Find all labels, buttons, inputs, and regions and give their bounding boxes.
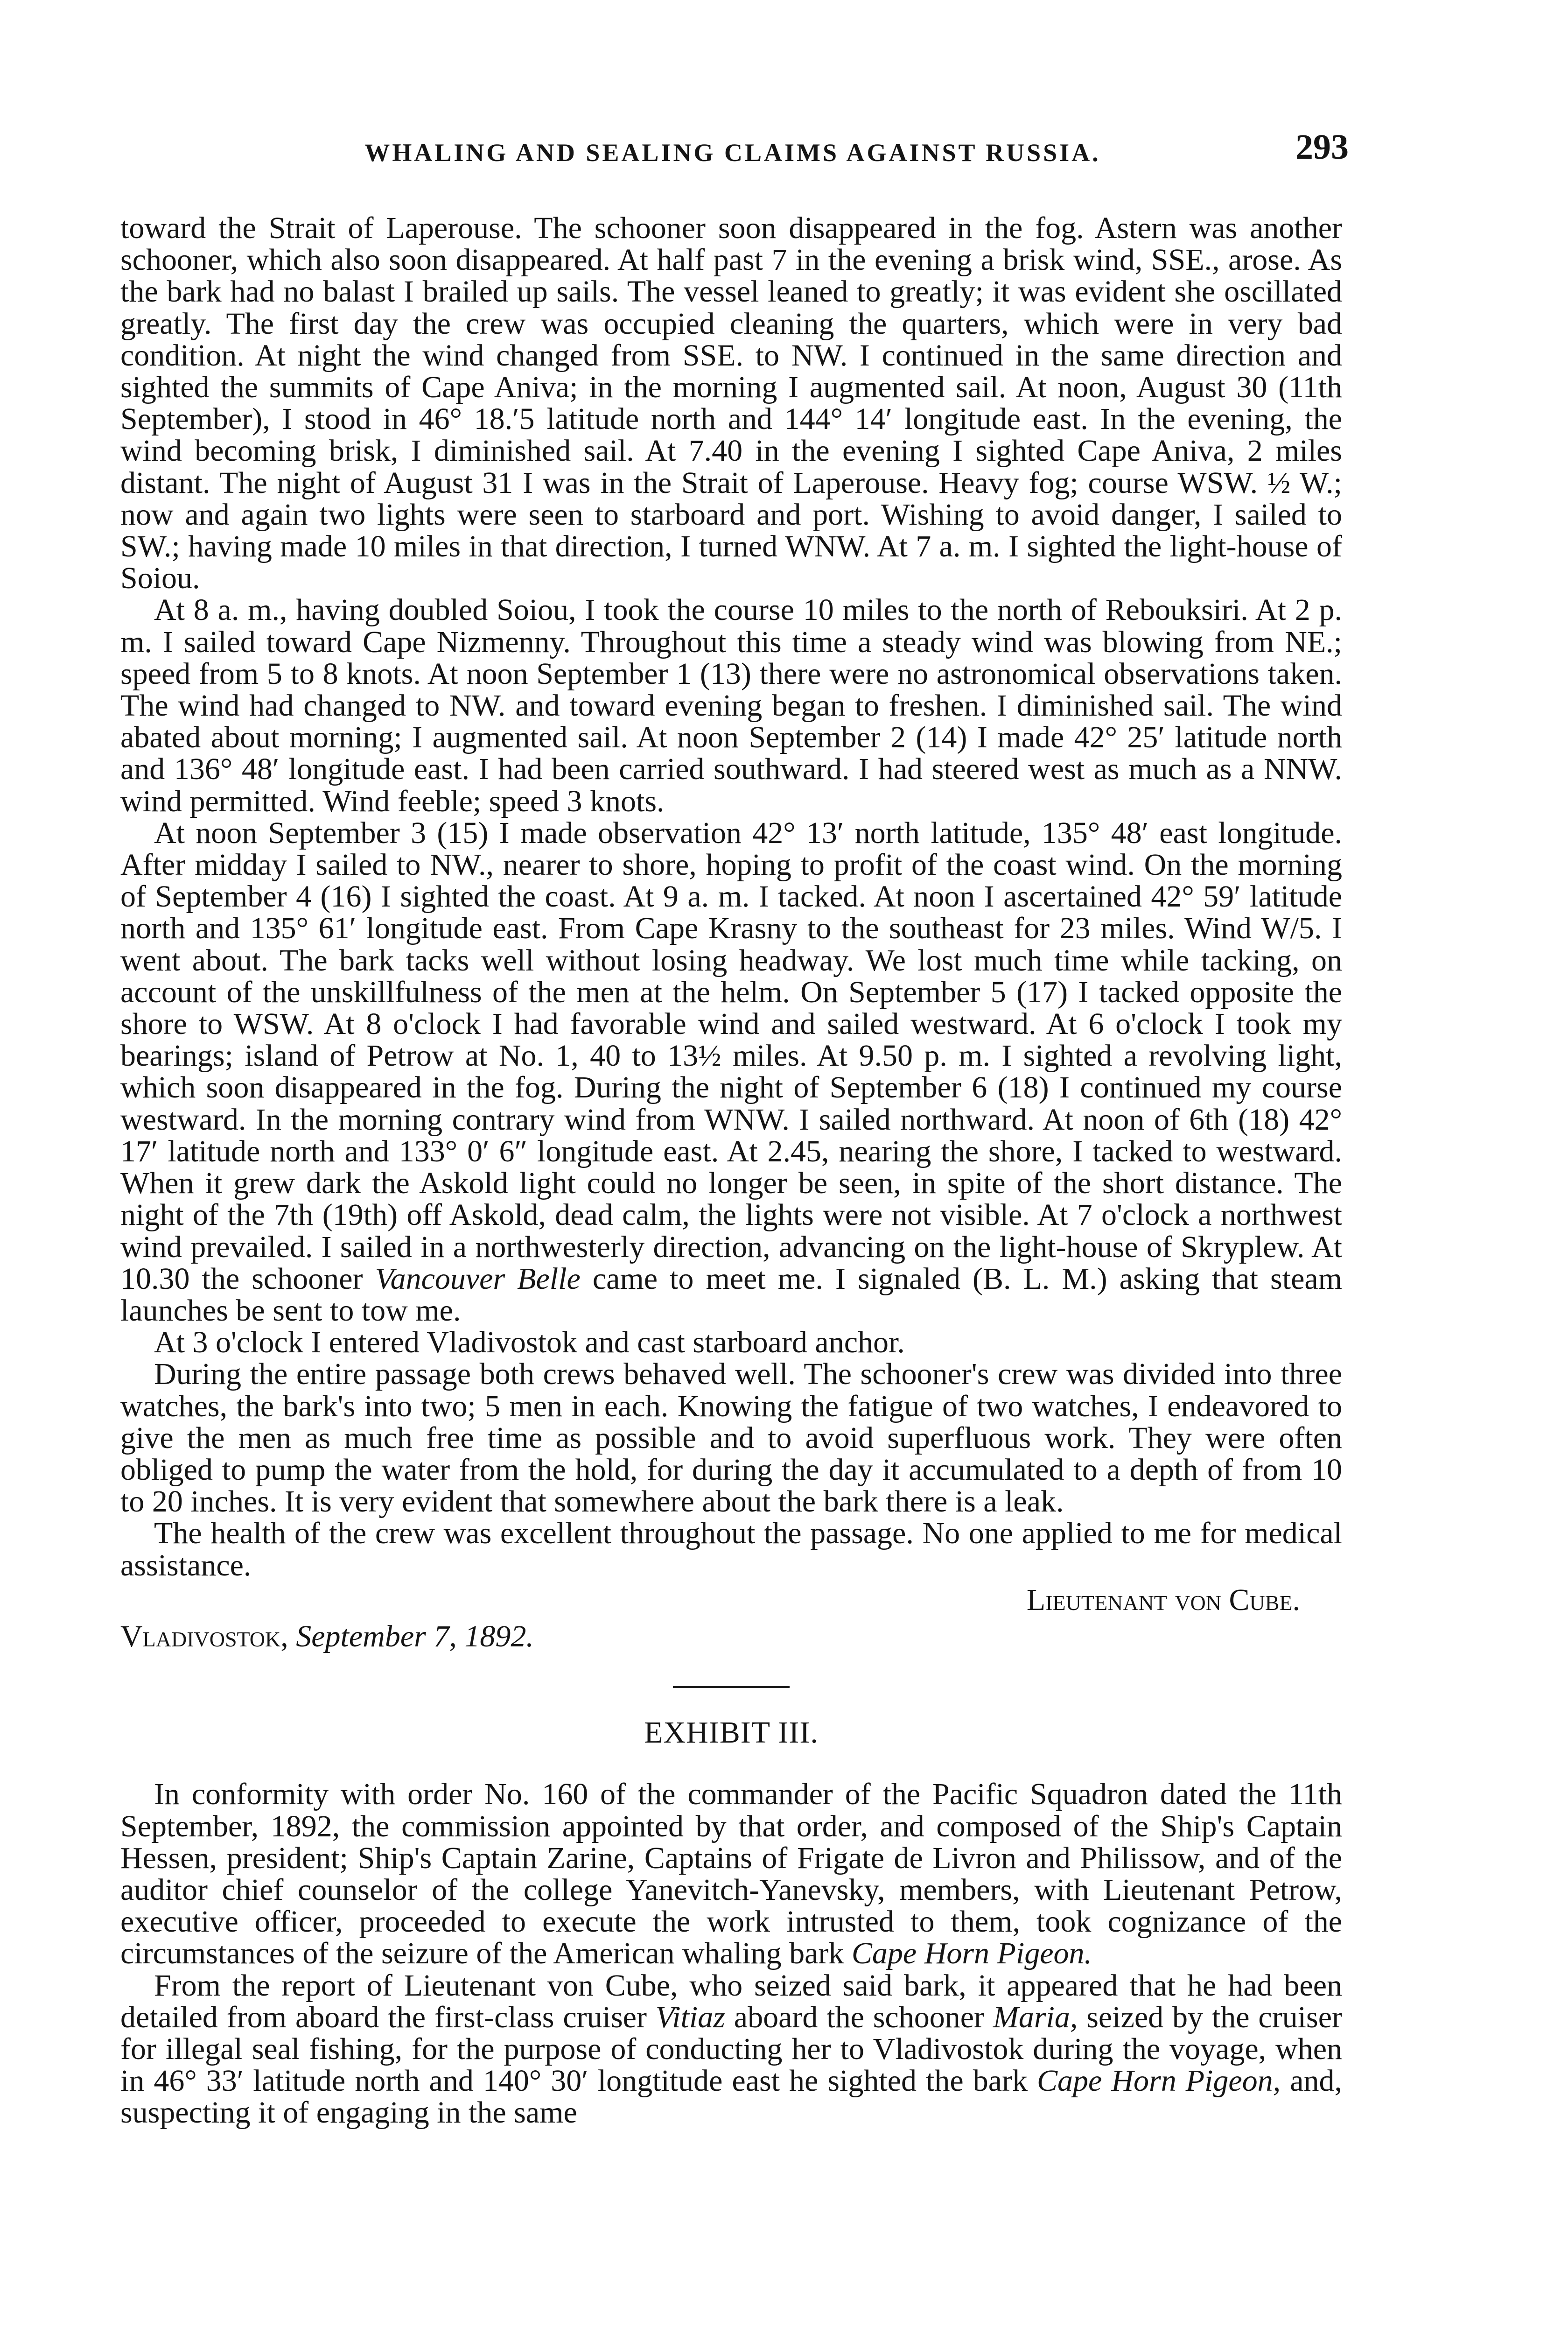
dateline-place: Vladivostok, xyxy=(120,1619,288,1653)
paragraph: toward the Strait of Laperouse. The schooner soon disappeared in the fog. Astern was another schooner, which also soon disappeared. At half past 7 in the evening a brisk wind, SSE., arose. As the bark had no balast I brailed up sails. The vessel leaned to greatly; it was evident she oscillated greatly. The first day the crew was occupied cleaning the quarters, which were in very bad condition. At night the wind changed from SSE. to NW. I continued in the same direction and sighted the summits of Cape Aniva; in the morning I augmented sail. At noon, August 30 (11th September), I stood in 46° 18.′5 latitude north and 144° 14′ longitude east. In the evening, the wind becoming brisk, I diminished sail. At 7.40 in the evening I sighted Cape Aniva, 2 miles distant. The night of August 31 I was in the Strait of Laperouse. Heavy fog; course WSW. ½ W.; now and again two lights were seen to starboard and port. Wishing to avoid danger, I sailed to SW.; having made 10 miles in that direction, I turned WNW. At 7 a. m. I sighted the light-house of Soiou. xyxy=(120,211,1342,596)
paragraph xyxy=(120,1970,1342,2129)
dateline xyxy=(120,1621,1342,1652)
ship-name: Vitiaz xyxy=(655,2000,725,2034)
text-run: came to meet me. I signaled (B. L. M.) asking that steam launches be sent to tow me. xyxy=(120,1261,1342,1328)
ship-name: Cape Horn Pigeon, xyxy=(1037,2064,1281,2098)
section-divider xyxy=(673,1686,790,1688)
text-run: In conformity with order No. 160 of the commander of the Pacific Squadron dated the 11th September, 1892, the commission appointed by that order, and composed of the Ship's Captain Hessen, president; Ship's Captain Zarine, Captains of Frigate de Livron and Philissow, and of the auditor chief counselor of the college Yanevitch-Yanevsky, members, with Lieutenant Petrow, executive officer, proceeded to execute the work intrusted to them, took cognizance of the circumstances of the seizure of the American whaling bark xyxy=(120,1777,1342,1971)
text-run: seized by the cruiser for illegal seal fishing, for the purpose of conducting her to Vladivostok during the voyage, when in 46° 33′ latitude north and 140° 30′ longtitude east he sighted the bark xyxy=(120,2000,1342,2098)
ship-name: Maria, xyxy=(993,2000,1078,2034)
text-run: At noon September 3 (15) I made observation 42° 13′ north latitude, 135° 48′ east longitude. After midday I sailed to NW., nearer to shore, hoping to profit of the coast wind. On the morning of September 4 (16) I sighted the coast. At 9 a. m. I tacked. At noon I ascertained 42° 59′ latitude north and 135° 61′ longitude east. From Cape Krasny to the southeast for 23 miles. Wind W/5. I went about. The bark tacks well without losing headway. We lost much time while tacking, on account of the unskillfulness of the men at the helm. On September 5 (17) I tacked opposite the shore to WSW. At 8 o'clock I had favorable wind and sailed westward. At 6 o'clock I took my bearings; island of Petrow at No. 1, 40 to 13½ miles. At 9.50 p. m. I sighted a revolving light, which soon disappeared in the fog. During the night of September 6 (18) I continued my course westward. In the morning contrary wind from WNW. I sailed northward. At noon of 6th (18) 42° 17′ latitude north and 133° 0′ 6″ longitude east. At 2.45, nearing the shore, I tacked to westward. When it grew dark the Askold light could no longer be seen, in spite of the short distance. The night of the 7th (19th) off Askold, dead calm, the lights were not visible. At 7 o'clock a northwest wind prevailed. I sailed in a northwesterly direction, advancing on the light-house of Skryplew. At 10.30 the schooner xyxy=(120,815,1342,1296)
exhibit-title: EXHIBIT III. xyxy=(644,1715,819,1750)
text-run: From the report of Lieutenant von Cube, who seized said bark, it appeared that he had been detailed from aboard the first-class cruiser xyxy=(120,1968,1342,2034)
paragraph: At 3 o'clock I entered Vladivostok and cast starboard anchor. xyxy=(154,1325,905,1360)
ship-name: Cape Horn Pigeon. xyxy=(851,1936,1092,1971)
document-body xyxy=(120,212,1342,2129)
paragraph: The health of the crew was excellent throughout the passage. No one applied to me for medical assistance. xyxy=(120,1516,1342,1582)
ship-name: Vancouver Belle xyxy=(375,1261,581,1296)
page-number: 293 xyxy=(1295,127,1349,167)
running-title: WHALING AND SEALING CLAIMS AGAINST RUSSIA. xyxy=(364,139,1101,167)
text-run: aboard the schooner xyxy=(725,2000,993,2034)
signature: Lieutenant von Cube. xyxy=(1026,1582,1300,1617)
paragraph: At 8 a. m., having doubled Soiou, I took the course 10 miles to the north of Rebouksiri. At 2 p. m. I sailed toward Cape Nizmenny. Throughout this time a steady wind was blowing from NE.; speed from 5 to 8 knots. At noon September 1 (13) there were no astronomical observations taken. The wind had changed to NW. and toward evening began to freshen. I diminished sail. The wind abated about morning; I augmented sail. At noon September 2 (14) I made 42° 25′ latitude north and 136° 48′ longitude east. I had been carried southward. I had steered west as much as a NNW. wind permitted. Wind feeble; speed 3 knots. xyxy=(120,593,1342,818)
paragraph xyxy=(120,1779,1342,1969)
text-run: and, suspecting it of engaging in the same xyxy=(120,2064,1343,2130)
dateline-date: September 7, 1892. xyxy=(296,1619,534,1653)
paragraph: During the entire passage both crews behaved well. The schooner's crew was divided into three watches, the bark's into two; 5 men in each. Knowing the fatigue of two watches, I endeavored to give the men as much free time as possible and to avoid superfluous work. They were often obliged to pump the water from the hold, for during the day it accumulated to a depth of from 10 to 20 inches. It is very evident that somewhere about the bark there is a leak. xyxy=(120,1357,1342,1519)
paragraph xyxy=(120,817,1342,1327)
